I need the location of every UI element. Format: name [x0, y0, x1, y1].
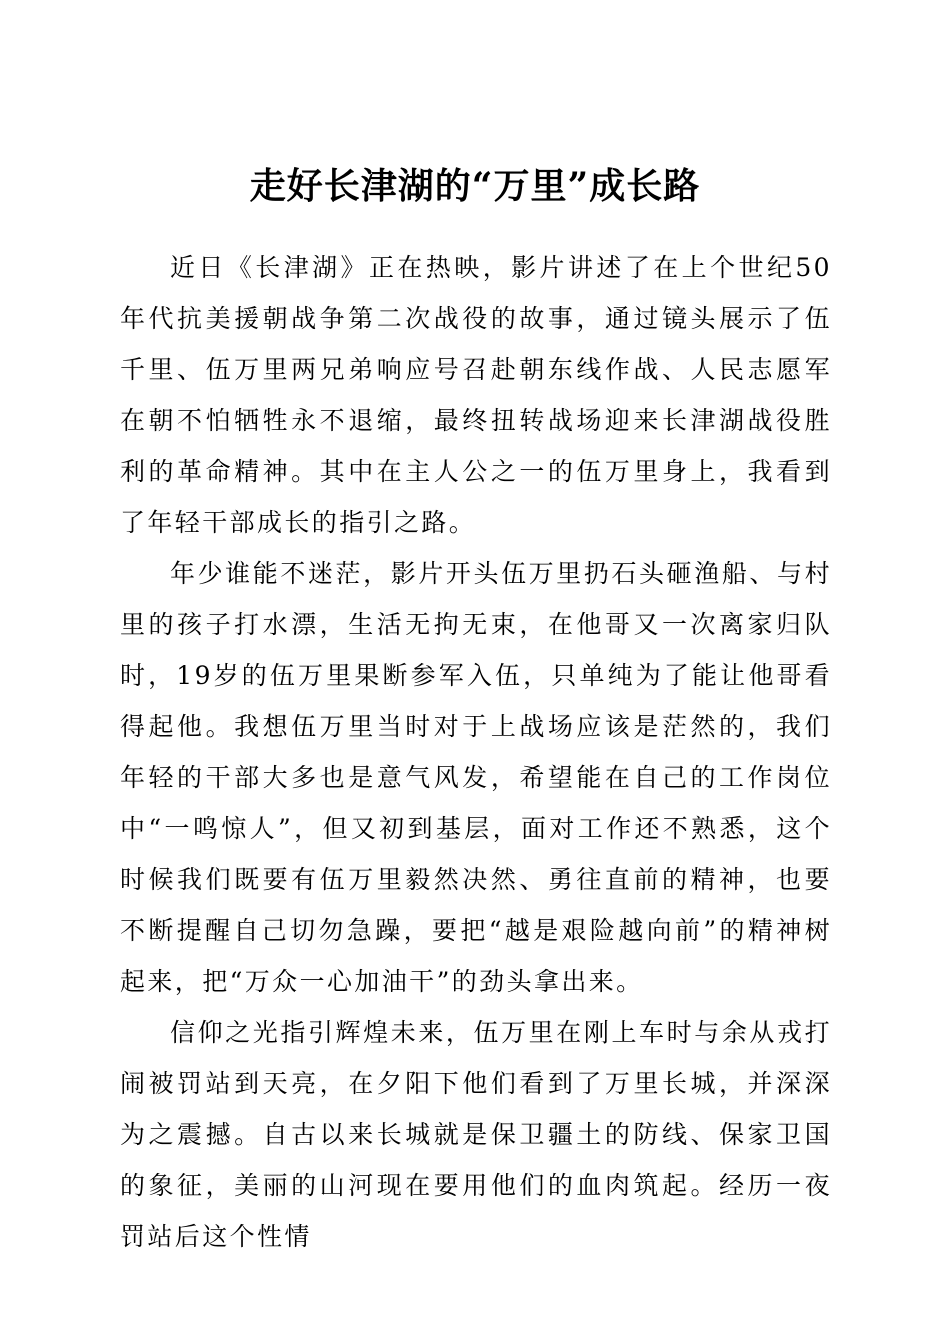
document-title: 走好长津湖的“万里”成长路: [249, 165, 701, 207]
document-body: [120, 242, 832, 1262]
paragraph-2: 年少谁能不迷茫，影片开头伍万里扔石头砸渔船、与村里的孩子打水漂，生活无拘无束，在他哥又一次离家归队时，19岁的伍万里果断参军入伍，只单纯为了能让他哥看得起他。我想伍万里当时对于上战场应该是茫然的，我们年轻的干部大多也是意气风发，希望能在自己的工作岗位中“一鸣惊人”，但又初到基层，面对工作还不熟悉，这个时候我们既要有伍万里毅然决然、勇往直前的精神，也要不断提醒自己切勿急躁，要把“越是艰险越向前”的精神树起来，把“万众一心加油干”的劲头拿出来。: [120, 559, 832, 996]
paragraph-3: 信仰之光指引辉煌未来，伍万里在刚上车时与余从戎打闹被罚站到天亮，在夕阳下他们看到了万里长城，并深深为之震撼。自古以来长城就是保卫疆土的防线、保家卫国的象征，美丽的山河现在要用他们的血肉筑起。经历一夜罚站后这个性情: [120, 1018, 832, 1251]
paragraph-1: 近日《长津湖》正在热映，影片讲述了在上个世纪50年代抗美援朝战争第二次战役的故事，通过镜头展示了伍千里、伍万里两兄弟响应号召赴朝东线作战、人民志愿军在朝不怕牺牲永不退缩，最终扭转战场迎来长津湖战役胜利的革命精神。其中在主人公之一的伍万里身上，我看到了年轻干部成长的指引之路。: [120, 253, 832, 537]
